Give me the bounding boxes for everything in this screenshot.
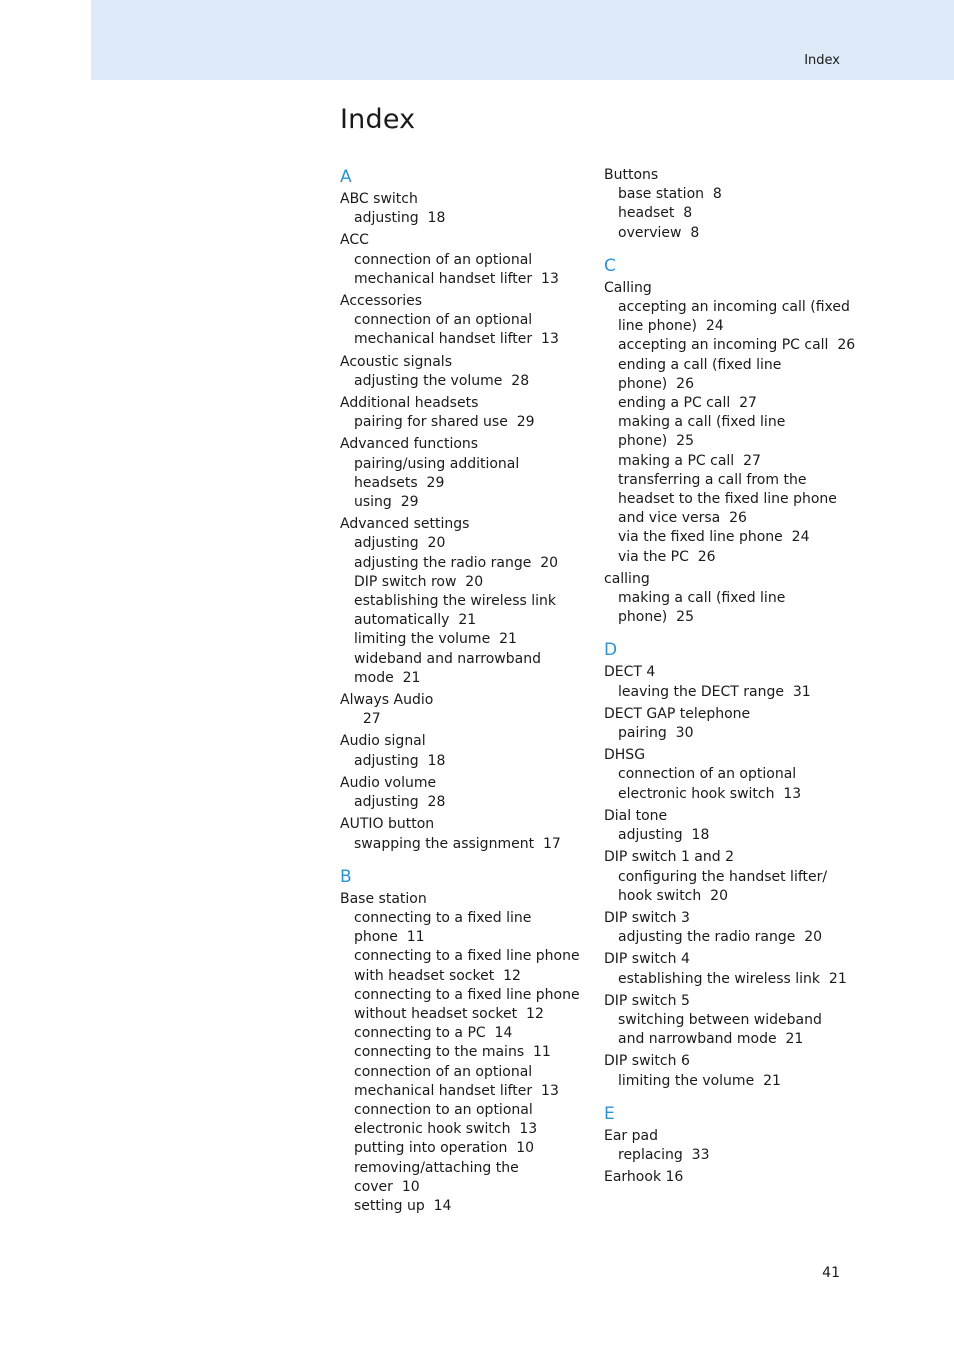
index-subentry: limiting the volume 21 bbox=[618, 1072, 781, 1089]
index-column-left bbox=[340, 166, 585, 1228]
index-entry bbox=[604, 570, 849, 628]
index-entry bbox=[340, 190, 585, 228]
index-subentry: cover 10 bbox=[354, 1178, 420, 1195]
index-subentry: hook switch 20 bbox=[618, 887, 728, 904]
index-term: Base station bbox=[340, 890, 427, 907]
index-subentry: phone 11 bbox=[354, 929, 425, 946]
index-subentry: making a call (fixed line bbox=[618, 414, 786, 431]
index-term: Buttons bbox=[604, 167, 659, 183]
section-letter: C bbox=[604, 255, 616, 276]
index-subentry: electronic hook switch 13 bbox=[618, 785, 802, 802]
index-term: DIP switch 5 bbox=[604, 992, 690, 1009]
index-subentry: connecting to the mains 11 bbox=[354, 1044, 551, 1061]
section-letter: A bbox=[340, 167, 352, 187]
index-entry bbox=[604, 848, 849, 906]
index-subentry: headset 8 bbox=[618, 205, 693, 222]
index-subentry: without headset socket 12 bbox=[354, 1005, 544, 1022]
index-term: ABC switch bbox=[340, 191, 418, 207]
index-section bbox=[340, 866, 585, 1216]
index-entry bbox=[340, 394, 585, 432]
index-subentry: swapping the assignment 17 bbox=[354, 835, 561, 852]
index-section bbox=[604, 255, 856, 628]
index-subentry: adjusting 28 bbox=[354, 794, 446, 811]
index-entry bbox=[340, 353, 585, 391]
index-subentry: establishing the wireless link bbox=[354, 593, 557, 610]
index-term: AUTIO button bbox=[340, 816, 435, 833]
index-term: Accessories bbox=[340, 293, 423, 310]
index-subentry: switching between wideband bbox=[618, 1011, 822, 1028]
index-entry bbox=[340, 774, 585, 812]
index-section bbox=[604, 639, 849, 1090]
index-subentry: adjusting the radio range 20 bbox=[354, 554, 559, 571]
index-entry bbox=[604, 705, 849, 743]
index-entry bbox=[604, 166, 849, 243]
index-section bbox=[340, 166, 585, 854]
index-term: DIP switch 4 bbox=[604, 951, 690, 968]
index-subentry: connection of an optional bbox=[354, 1063, 533, 1080]
index-subentry: connecting to a fixed line bbox=[354, 909, 532, 926]
index-entry bbox=[340, 231, 585, 289]
index-subentry: line phone) 24 bbox=[618, 318, 724, 335]
index-subentry: connecting to a fixed line phone bbox=[354, 948, 580, 965]
section-letter: E bbox=[604, 1103, 615, 1124]
index-subentry: phone) 25 bbox=[618, 433, 694, 450]
index-subentry: removing/attaching the bbox=[354, 1159, 519, 1176]
index-subentry: connecting to a fixed line phone bbox=[354, 986, 580, 1003]
index-subentry: transferring a call from the bbox=[618, 471, 807, 488]
index-subentry: via the PC 26 bbox=[618, 548, 716, 565]
index-term: DHSG bbox=[604, 747, 646, 764]
index-subentry: connection of an optional bbox=[354, 251, 533, 268]
index-subentry: replacing 33 bbox=[618, 1146, 710, 1163]
index-term: Always Audio bbox=[340, 692, 434, 709]
index-entry bbox=[604, 746, 849, 804]
index-subentry: ending a call (fixed line bbox=[618, 356, 782, 373]
index-subentry: connecting to a PC 14 bbox=[354, 1025, 513, 1042]
index-subentry: connection to an optional bbox=[354, 1101, 533, 1118]
index-subentry: putting into operation 10 bbox=[354, 1140, 535, 1157]
page-title: Index bbox=[340, 104, 416, 135]
index-entry bbox=[340, 435, 585, 512]
index-term: DECT GAP telephone bbox=[604, 705, 751, 722]
index-subentry: connection of an optional bbox=[618, 766, 797, 783]
index-entry bbox=[604, 1052, 849, 1090]
index-term: Audio volume bbox=[340, 774, 437, 791]
index-subentry: overview 8 bbox=[618, 224, 700, 241]
index-subentry: and narrowband mode 21 bbox=[618, 1031, 804, 1048]
index-entry bbox=[604, 663, 849, 701]
index-subentry: pairing 30 bbox=[618, 725, 694, 742]
page-number: 41 bbox=[822, 1265, 840, 1281]
index-entry bbox=[604, 279, 856, 567]
index-subentry: adjusting 18 bbox=[354, 210, 446, 227]
index-subentry: mechanical handset lifter 13 bbox=[354, 270, 559, 287]
index-entry bbox=[604, 909, 849, 947]
index-term: Calling bbox=[604, 279, 652, 296]
index-entry bbox=[340, 292, 585, 350]
index-section bbox=[604, 1103, 849, 1188]
index-entry bbox=[604, 1127, 849, 1165]
index-subentry: DIP switch row 20 bbox=[354, 573, 484, 590]
index-entry bbox=[340, 691, 585, 729]
index-subentry: configuring the handset lifter/ bbox=[618, 868, 828, 885]
index-term: Audio signal bbox=[340, 733, 426, 750]
index-subentry: headsets 29 bbox=[354, 474, 445, 491]
index-term: DIP switch 3 bbox=[604, 909, 690, 926]
index-term: Advanced functions bbox=[340, 436, 479, 453]
index-subentry: mode 21 bbox=[354, 669, 421, 686]
index-subentry: headset to the fixed line phone bbox=[618, 491, 837, 508]
index-subentry: making a call (fixed line bbox=[618, 590, 786, 607]
running-header: Index bbox=[804, 53, 840, 68]
index-section bbox=[604, 166, 849, 243]
index-subentry: establishing the wireless link 21 bbox=[618, 970, 847, 987]
index-term: DIP switch 6 bbox=[604, 1053, 690, 1070]
index-entry bbox=[340, 815, 585, 853]
index-term: Additional headsets bbox=[340, 395, 479, 412]
index-entry bbox=[340, 515, 585, 688]
index-subentry: mechanical handset lifter 13 bbox=[354, 1082, 559, 1099]
index-subentry: limiting the volume 21 bbox=[354, 631, 517, 648]
index-subentry: adjusting 18 bbox=[354, 752, 446, 769]
index-entry bbox=[340, 732, 585, 770]
index-term: ACC bbox=[340, 232, 369, 249]
index-subentry: and vice versa 26 bbox=[618, 510, 747, 527]
index-entry bbox=[604, 950, 849, 988]
section-letter: B bbox=[340, 866, 352, 887]
index-subentry: making a PC call 27 bbox=[618, 452, 761, 469]
section-letter: D bbox=[604, 640, 618, 661]
index-term: calling bbox=[604, 570, 650, 587]
index-term: DECT 4 bbox=[604, 664, 656, 681]
index-term: Advanced settings bbox=[340, 516, 470, 533]
index-subentry: adjusting 18 bbox=[618, 827, 710, 844]
index-term: Dial tone bbox=[604, 807, 668, 824]
index-subentry: adjusting 20 bbox=[354, 535, 446, 552]
index-subentry: base station 8 bbox=[618, 186, 722, 203]
index-term: Earhook 16 bbox=[604, 1169, 684, 1186]
index-subentry: automatically 21 bbox=[354, 612, 477, 629]
index-entry bbox=[604, 807, 849, 845]
header-band bbox=[91, 0, 954, 80]
index-subentry: accepting an incoming PC call 26 bbox=[618, 337, 856, 354]
index-subentry: using 29 bbox=[354, 494, 419, 511]
index-subentry: setting up 14 bbox=[354, 1197, 452, 1214]
index-subentry: pairing/using additional bbox=[354, 455, 520, 472]
index-subentry: accepting an incoming call (fixed bbox=[618, 299, 850, 316]
index-entry bbox=[604, 992, 849, 1050]
index-entry bbox=[340, 890, 585, 1216]
index-subentry: wideband and narrowband bbox=[354, 650, 541, 667]
index-subentry: ending a PC call 27 bbox=[618, 395, 757, 412]
index-subentry: leaving the DECT range 31 bbox=[618, 683, 811, 700]
index-subentry: with headset socket 12 bbox=[354, 967, 521, 984]
index-term: Acoustic signals bbox=[340, 353, 452, 370]
index-term: DIP switch 1 and 2 bbox=[604, 849, 734, 866]
index-column-right bbox=[604, 166, 856, 1199]
index-subentry: pairing for shared use 29 bbox=[354, 414, 535, 431]
index-subentry: 27 bbox=[354, 711, 381, 728]
index-subentry: mechanical handset lifter 13 bbox=[354, 331, 559, 348]
index-subentry: adjusting the radio range 20 bbox=[618, 929, 823, 946]
index-subentry: phone) 26 bbox=[618, 375, 694, 392]
index-subentry: via the fixed line phone 24 bbox=[618, 529, 810, 546]
index-subentry: phone) 25 bbox=[618, 609, 694, 626]
index-term: Ear pad bbox=[604, 1127, 658, 1144]
index-subentry: connection of an optional bbox=[354, 312, 533, 329]
index-subentry: electronic hook switch 13 bbox=[354, 1121, 538, 1138]
index-subentry: adjusting the volume 28 bbox=[354, 372, 530, 389]
index-entry bbox=[604, 1168, 849, 1187]
